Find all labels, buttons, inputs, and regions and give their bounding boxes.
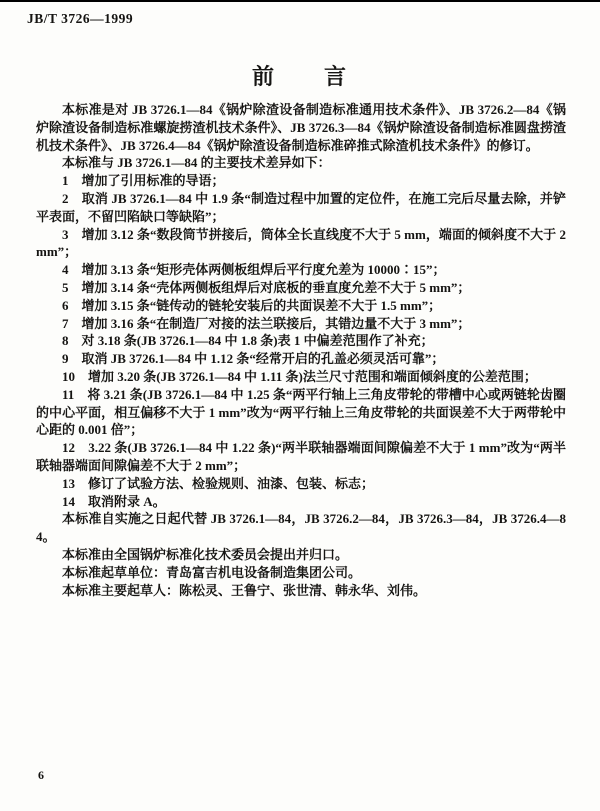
page-number: 6 — [38, 768, 44, 782]
paragraph-committee: 本标准由全国锅炉标准化技术委员会提出并归口。 — [62, 546, 349, 562]
list-item-12: 12 3.22 条(JB 3726.1—84 中 1.22 条)“两半联轴器端面间隙偏差不大于 1 mm”改为“两半联轴器端面间隙偏差不大于 2 mm”； — [36, 440, 566, 473]
paragraph-differences-lead: 本标准与 JB 3726.1—84 的主要技术差异如下： — [62, 155, 331, 171]
list-item-14: 14 取消附录 A。 — [62, 493, 166, 509]
page-title: 前 言 — [251, 64, 348, 89]
list-item-5: 5 增加 3.14 条“壳体两侧板组焊后对底板的垂直度允差不大于 5 mm”； — [62, 279, 471, 295]
list-item-7: 7 增加 3.16 条“在制造厂对接的法兰联接后，其错边量不大于 3 mm”； — [62, 315, 471, 331]
scan-edge-line — [0, 0, 600, 2]
paragraph-intro: 本标准是对 JB 3726.1—84《锅炉除渣设备制造标准通用技术条件》、JB 3726.2—84《锅炉除渣设备制造标准螺旋捞渣机技术条件》、JB 3726.3—84《锅炉除渣设备制造标准圆盘捞渣机技术条件》、JB 3726.4—84《锅炉除渣设备制造标准碎推式除渣机技术条件》的修订。 — [36, 102, 566, 153]
list-item-6: 6 增加 3.15 条“链传动的链轮安装后的共面误差不大于 1.5 mm”； — [62, 297, 442, 313]
paragraph-drafting-unit: 本标准起草单位：青岛富吉机电设备制造集团公司。 — [62, 564, 362, 580]
list-item-11: 11 将 3.21 条(JB 3726.1—84 中 1.25 条“两平行轴上三角皮带轮的带槽中心或两链轮齿圈的中心平面，相互偏移不大于 1 mm”改为“两平行轴上三角皮带轮的共面误差不大于两带轮中心距的 0.001 倍”； — [36, 386, 566, 438]
list-item-10: 10 增加 3.20 条(JB 3726.1—84 中 1.11 条)法兰尺寸范围和端面倾斜度的公差范围； — [62, 368, 537, 384]
paragraph-drafters: 本标准主要起草人：陈松灵、王鲁宁、张世清、韩永华、刘伟。 — [62, 582, 427, 598]
list-item-2: 2 取消 JB 3726.1—84 中 1.9 条“制造过程中加置的定位件，在施工完后尽量去除，并铲平表面，不留凹陷缺口等缺陷”； — [36, 190, 566, 224]
foreword-body — [36, 101, 566, 599]
list-item-9: 9 取消 JB 3726.1—84 中 1.12 条“经常开启的孔盖必须灵活可靠”； — [62, 351, 445, 367]
list-item-3: 3 增加 3.12 条“数段筒节拼接后，筒体全长直线度不大于 5 mm，端面的倾斜度不大于 2 mm”； — [36, 226, 566, 260]
list-item-8: 8 对 3.18 条(JB 3726.1—84 中 1.8 条)表 1 中偏差范围作了补充； — [62, 333, 434, 349]
standard-number-header: JB/T 3726—1999 — [27, 11, 134, 26]
list-item-13: 13 修订了试验方法、检验规则、油漆、包装、标志； — [62, 475, 375, 491]
list-item-1: 1 增加了引用标准的导语； — [62, 173, 225, 189]
list-item-4: 4 增加 3.13 条“矩形壳体两侧板组焊后平行度允差为 10000∶15”； — [62, 262, 446, 278]
paragraph-replacement: 本标准自实施之日起代替 JB 3726.1—84，JB 3726.2—84，JB 3726.3—84，JB 3726.4—84。 — [36, 511, 566, 545]
